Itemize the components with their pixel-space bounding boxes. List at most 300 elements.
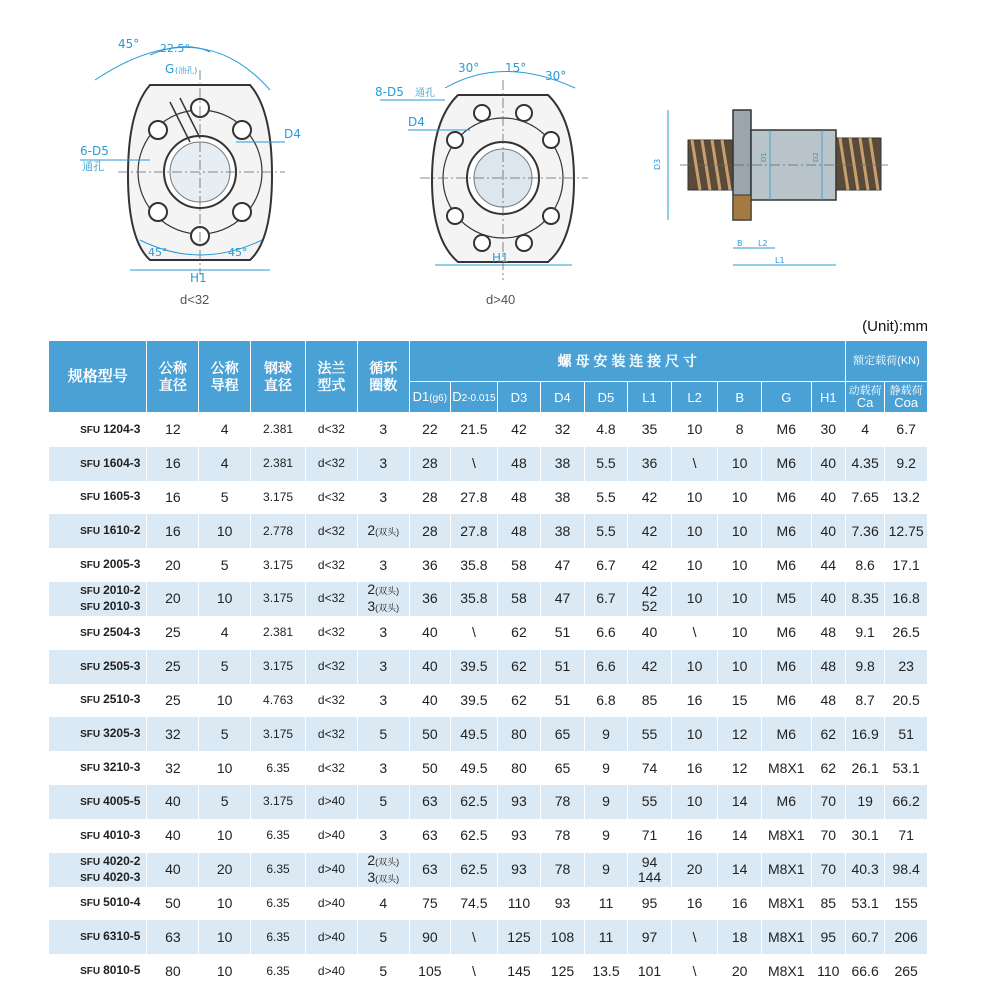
cell-b: 15 [718, 684, 762, 718]
cell-h1: 110 [811, 954, 845, 988]
cell-ball: 3.175 [251, 785, 306, 819]
cell-ball: 6.35 [251, 819, 306, 853]
cell-coa: 71 [885, 819, 928, 853]
cell-ph: 5 [199, 548, 251, 582]
cell-d4: 51 [541, 650, 585, 684]
b-label: B [737, 239, 743, 248]
model-cell: SFU 1605-3 [49, 481, 147, 515]
cell-d4: 38 [541, 514, 585, 548]
col-model-header: 规格型号 [49, 341, 147, 413]
col-d2-header: D2-0.015 [451, 382, 498, 413]
cell-circ: 3 [357, 751, 409, 785]
cell-g: M6 [761, 684, 811, 718]
cell-g: M8X1 [761, 853, 811, 887]
cell-d: 25 [147, 684, 199, 718]
cell-g: M5 [761, 582, 811, 616]
cell-d5: 5.5 [584, 514, 628, 548]
cell-g: M6 [761, 717, 811, 751]
cell-ph: 4 [199, 447, 251, 481]
cell-ca: 7.36 [845, 514, 884, 548]
cell-d4: 78 [541, 819, 585, 853]
angle-15-label: 15° [505, 61, 527, 75]
cell-d4: 47 [541, 582, 585, 616]
cell-b: 16 [718, 887, 762, 921]
cell-d3: 58 [497, 582, 541, 616]
cell-ph: 10 [199, 819, 251, 853]
cell-d5: 9 [584, 717, 628, 751]
cell-b: 14 [718, 785, 762, 819]
cell-g: M8X1 [761, 887, 811, 921]
technical-drawings [0, 0, 1000, 315]
cell-h1: 48 [811, 650, 845, 684]
cell-d3: 62 [497, 616, 541, 650]
nut-dimensions-group-header: 螺 母 安 装 连 接 尺 寸 [409, 341, 845, 382]
cell-ball: 2.778 [251, 514, 306, 548]
caption-small-flange: d<32 [180, 292, 210, 307]
cell-ca: 60.7 [845, 920, 884, 954]
col-l1-header: L1 [628, 382, 672, 413]
cell-ball: 2.381 [251, 616, 306, 650]
table-row [49, 650, 928, 684]
cell-h1: 40 [811, 481, 845, 515]
cell-d4: 38 [541, 447, 585, 481]
cell-flange: d<32 [306, 447, 358, 481]
d4-label-2: D4 [408, 115, 425, 129]
cell-coa: 9.2 [885, 447, 928, 481]
cell-d2: 35.8 [451, 582, 498, 616]
cell-h1: 95 [811, 920, 845, 954]
cell-h1: 85 [811, 887, 845, 921]
cell-ball: 6.35 [251, 954, 306, 988]
cell-circ: 3 [357, 650, 409, 684]
cell-h1: 40 [811, 582, 845, 616]
cell-g: M6 [761, 481, 811, 515]
cell-l2: 10 [671, 717, 718, 751]
col-coa-header: 静载荷 Coa [885, 382, 928, 413]
cell-b: 20 [718, 954, 762, 988]
cell-l2: 10 [671, 548, 718, 582]
cell-ca: 26.1 [845, 751, 884, 785]
angle-45-label: 45° [118, 37, 140, 51]
cell-g: M6 [761, 413, 811, 447]
cell-d: 40 [147, 853, 199, 887]
cell-d5: 6.7 [584, 548, 628, 582]
cell-d: 25 [147, 616, 199, 650]
cell-d5: 4.8 [584, 413, 628, 447]
cell-d5: 9 [584, 819, 628, 853]
cell-ball: 3.175 [251, 650, 306, 684]
cell-d5: 6.6 [584, 616, 628, 650]
cell-ph: 4 [199, 413, 251, 447]
cell-ph: 10 [199, 751, 251, 785]
cell-ph: 5 [199, 717, 251, 751]
cell-circ: 5 [357, 717, 409, 751]
cell-ca: 4.35 [845, 447, 884, 481]
flange-drawing-large [375, 61, 588, 307]
cell-d5: 9 [584, 751, 628, 785]
model-cell: SFU 4010-3 [49, 819, 147, 853]
col-d5-header: D5 [584, 382, 628, 413]
model-cell: SFU 3210-3 [49, 751, 147, 785]
cell-coa: 26.5 [885, 616, 928, 650]
cell-d: 40 [147, 819, 199, 853]
cell-b: 12 [718, 717, 762, 751]
cell-l1: 42 [628, 650, 672, 684]
table-row [49, 684, 928, 718]
cell-d4: 65 [541, 717, 585, 751]
table-row [49, 751, 928, 785]
cell-l2: 10 [671, 413, 718, 447]
cell-ca: 16.9 [845, 717, 884, 751]
cell-d4: 51 [541, 684, 585, 718]
cell-coa: 6.7 [885, 413, 928, 447]
cell-flange: d<32 [306, 481, 358, 515]
table-row [49, 920, 928, 954]
angle-30a-label: 30° [458, 61, 480, 75]
angle-22-5-label: 22.5° [160, 42, 190, 55]
cell-flange: d<32 [306, 684, 358, 718]
cell-d5: 6.7 [584, 582, 628, 616]
cell-d5: 6.8 [584, 684, 628, 718]
cell-ph: 5 [199, 481, 251, 515]
cell-ph: 10 [199, 582, 251, 616]
cell-coa: 155 [885, 887, 928, 921]
cell-d4: 108 [541, 920, 585, 954]
cell-g: M6 [761, 548, 811, 582]
col-lead-header: 公称 导程 [199, 341, 251, 413]
cell-d1: 50 [409, 717, 450, 751]
cell-b: 10 [718, 481, 762, 515]
flange-drawing-small [80, 37, 301, 307]
cell-ca: 40.3 [845, 853, 884, 887]
cell-d2: 39.5 [451, 684, 498, 718]
cell-d1: 28 [409, 514, 450, 548]
cell-d3: 62 [497, 650, 541, 684]
cell-ca: 8.7 [845, 684, 884, 718]
cell-g: M8X1 [761, 751, 811, 785]
cell-ca: 19 [845, 785, 884, 819]
cell-d1: 28 [409, 447, 450, 481]
cell-d4: 51 [541, 616, 585, 650]
d1-label: D1 [760, 152, 768, 162]
cell-circ: 4 [357, 887, 409, 921]
cell-ph: 10 [199, 954, 251, 988]
cell-l2: 10 [671, 582, 718, 616]
cell-ca: 7.65 [845, 481, 884, 515]
cell-d3: 48 [497, 447, 541, 481]
cell-l2: 16 [671, 887, 718, 921]
cell-h1: 44 [811, 548, 845, 582]
cell-d3: 80 [497, 717, 541, 751]
col-g-header: G [761, 382, 811, 413]
cell-l2: 10 [671, 785, 718, 819]
cell-coa: 12.75 [885, 514, 928, 548]
cell-coa: 206 [885, 920, 928, 954]
model-cell: SFU 8010-5 [49, 954, 147, 988]
cell-flange: d>40 [306, 785, 358, 819]
cell-ball: 6.35 [251, 920, 306, 954]
cell-h1: 40 [811, 514, 845, 548]
cell-l1: 36 [628, 447, 672, 481]
cell-d2: \ [451, 954, 498, 988]
cell-coa: 51 [885, 717, 928, 751]
cell-coa: 53.1 [885, 751, 928, 785]
col-b-header: B [718, 382, 762, 413]
cell-b: 10 [718, 514, 762, 548]
cell-circ: 3 [357, 481, 409, 515]
cell-d1: 40 [409, 650, 450, 684]
model-cell: SFU 4020-2 SFU 4020-3 [49, 853, 147, 887]
cell-circ: 3 [357, 413, 409, 447]
table-row [49, 447, 928, 481]
table-row [49, 514, 928, 548]
cell-flange: d<32 [306, 413, 358, 447]
cell-ca: 9.1 [845, 616, 884, 650]
cell-ball: 2.381 [251, 447, 306, 481]
table-row [49, 717, 928, 751]
cell-ball: 3.175 [251, 582, 306, 616]
cell-ca: 8.35 [845, 582, 884, 616]
cell-ball: 4.763 [251, 684, 306, 718]
cell-d: 20 [147, 548, 199, 582]
cell-g: M6 [761, 447, 811, 481]
cell-b: 14 [718, 853, 762, 887]
cell-b: 8 [718, 413, 762, 447]
cell-d2: 27.8 [451, 514, 498, 548]
cell-d3: 145 [497, 954, 541, 988]
cell-coa: 23 [885, 650, 928, 684]
cell-ph: 10 [199, 887, 251, 921]
cell-b: 10 [718, 582, 762, 616]
col-h1-header: H1 [811, 382, 845, 413]
cell-g: M6 [761, 514, 811, 548]
cell-flange: d<32 [306, 751, 358, 785]
cell-d: 16 [147, 481, 199, 515]
cell-d: 16 [147, 514, 199, 548]
cell-d4: 32 [541, 413, 585, 447]
cell-l2: 10 [671, 650, 718, 684]
cell-l1: 42 [628, 481, 672, 515]
cell-d3: 110 [497, 887, 541, 921]
col-d1-header: D1(g6) [409, 382, 450, 413]
cell-d3: 93 [497, 819, 541, 853]
model-cell: SFU 2504-3 [49, 616, 147, 650]
cell-circ: 5 [357, 954, 409, 988]
cell-b: 10 [718, 447, 762, 481]
cell-d2: 74.5 [451, 887, 498, 921]
model-cell: SFU 5010-4 [49, 887, 147, 921]
cell-circ: 5 [357, 785, 409, 819]
cell-coa: 13.2 [885, 481, 928, 515]
l2-label: L2 [758, 239, 768, 248]
cell-l1: 35 [628, 413, 672, 447]
l1-label: L1 [775, 256, 785, 265]
table-row [49, 887, 928, 921]
cell-g: M8X1 [761, 954, 811, 988]
cell-flange: d<32 [306, 616, 358, 650]
cell-d3: 48 [497, 481, 541, 515]
nut-side-view [653, 110, 890, 265]
cell-flange: d>40 [306, 887, 358, 921]
cell-flange: d<32 [306, 717, 358, 751]
cell-h1: 62 [811, 751, 845, 785]
cell-d1: 63 [409, 853, 450, 887]
cell-flange: d>40 [306, 819, 358, 853]
cell-h1: 48 [811, 616, 845, 650]
table-row [49, 481, 928, 515]
col-ca-header: 动载荷 Ca [845, 382, 884, 413]
cell-flange: d<32 [306, 582, 358, 616]
cell-b: 14 [718, 819, 762, 853]
d4-label: D4 [284, 127, 301, 141]
cell-d2: 62.5 [451, 853, 498, 887]
cell-l2: \ [671, 447, 718, 481]
cell-d2: 27.8 [451, 481, 498, 515]
table-row [49, 853, 928, 887]
cell-circ: 2(双头) 3(双头) [357, 582, 409, 616]
cell-h1: 48 [811, 684, 845, 718]
cell-d2: 62.5 [451, 819, 498, 853]
cell-d4: 78 [541, 853, 585, 887]
cell-flange: d<32 [306, 514, 358, 548]
cell-coa: 98.4 [885, 853, 928, 887]
cell-d3: 93 [497, 853, 541, 887]
cell-l1: 97 [628, 920, 672, 954]
cell-d: 63 [147, 920, 199, 954]
cell-g: M6 [761, 785, 811, 819]
cell-ph: 20 [199, 853, 251, 887]
cell-flange: d>40 [306, 853, 358, 887]
cell-d4: 93 [541, 887, 585, 921]
cell-d1: 50 [409, 751, 450, 785]
cell-d1: 22 [409, 413, 450, 447]
cell-d1: 63 [409, 819, 450, 853]
cell-b: 10 [718, 616, 762, 650]
cell-ball: 6.35 [251, 751, 306, 785]
cell-g: M8X1 [761, 920, 811, 954]
cell-l1: 71 [628, 819, 672, 853]
cell-g: M6 [761, 650, 811, 684]
model-cell: SFU 1604-3 [49, 447, 147, 481]
col-l2-header: L2 [671, 382, 718, 413]
cell-ca: 53.1 [845, 887, 884, 921]
cell-l1: 74 [628, 751, 672, 785]
cell-circ: 5 [357, 920, 409, 954]
cell-circ: 3 [357, 447, 409, 481]
cell-flange: d<32 [306, 548, 358, 582]
model-cell: SFU 6310-5 [49, 920, 147, 954]
col-flange-header: 法兰 型式 [306, 341, 358, 413]
cell-d2: \ [451, 616, 498, 650]
cell-d2: \ [451, 920, 498, 954]
cell-flange: d>40 [306, 920, 358, 954]
cell-circ: 3 [357, 548, 409, 582]
cell-d3: 125 [497, 920, 541, 954]
table-row [49, 413, 928, 447]
cell-d: 25 [147, 650, 199, 684]
cell-d1: 90 [409, 920, 450, 954]
cell-ph: 5 [199, 785, 251, 819]
table-row [49, 785, 928, 819]
cell-d: 32 [147, 751, 199, 785]
cell-d1: 40 [409, 616, 450, 650]
cell-h1: 30 [811, 413, 845, 447]
table-row [49, 582, 928, 616]
unit-label: (Unit):mm [862, 318, 928, 335]
cell-l2: \ [671, 954, 718, 988]
cell-d: 32 [147, 717, 199, 751]
cell-l2: 20 [671, 853, 718, 887]
cell-l1: 42 52 [628, 582, 672, 616]
cell-ca: 8.6 [845, 548, 884, 582]
cell-l1: 55 [628, 785, 672, 819]
cell-h1: 40 [811, 447, 845, 481]
g-note: (油孔) [175, 66, 198, 75]
cell-d5: 13.5 [584, 954, 628, 988]
cell-l2: 16 [671, 684, 718, 718]
cell-ball: 3.175 [251, 717, 306, 751]
cell-ph: 5 [199, 650, 251, 684]
cell-l2: \ [671, 920, 718, 954]
cell-ph: 10 [199, 920, 251, 954]
cell-l2: 10 [671, 514, 718, 548]
model-cell: SFU 2510-3 [49, 684, 147, 718]
cell-d5: 5.5 [584, 447, 628, 481]
cell-d: 80 [147, 954, 199, 988]
cell-ca: 66.6 [845, 954, 884, 988]
cell-d1: 36 [409, 548, 450, 582]
cell-coa: 265 [885, 954, 928, 988]
cell-l2: 10 [671, 481, 718, 515]
rated-load-group-header: 额定载荷(KN) [845, 341, 927, 382]
cell-h1: 62 [811, 717, 845, 751]
cell-d5: 9 [584, 785, 628, 819]
g-label: G [165, 62, 175, 76]
spec-table-body [49, 413, 928, 988]
cell-h1: 70 [811, 785, 845, 819]
through-hole-note-2: 通孔 [415, 88, 435, 99]
cell-d5: 6.6 [584, 650, 628, 684]
table-row [49, 819, 928, 853]
cell-flange: d>40 [306, 954, 358, 988]
h1-label: H1 [190, 271, 207, 285]
cell-h1: 70 [811, 819, 845, 853]
cell-d3: 62 [497, 684, 541, 718]
cell-d2: 21.5 [451, 413, 498, 447]
cell-ball: 6.35 [251, 887, 306, 921]
cell-l1: 42 [628, 548, 672, 582]
angle-30b-label: 30° [545, 69, 567, 83]
cell-d4: 47 [541, 548, 585, 582]
cell-circ: 3 [357, 684, 409, 718]
h1-label-2: H1 [492, 251, 509, 265]
cell-l1: 94 144 [628, 853, 672, 887]
cell-d1: 28 [409, 481, 450, 515]
model-cell: SFU 1610-2 [49, 514, 147, 548]
cell-g: M6 [761, 616, 811, 650]
cell-b: 12 [718, 751, 762, 785]
cell-d5: 5.5 [584, 481, 628, 515]
cell-circ: 3 [357, 819, 409, 853]
cell-d3: 93 [497, 785, 541, 819]
cell-l2: 16 [671, 819, 718, 853]
cell-l2: 16 [671, 751, 718, 785]
cell-ph: 4 [199, 616, 251, 650]
cell-coa: 16.8 [885, 582, 928, 616]
holes-8-d5-label: 8-D5 [375, 85, 404, 99]
model-cell: SFU 2005-3 [49, 548, 147, 582]
cell-d: 20 [147, 582, 199, 616]
